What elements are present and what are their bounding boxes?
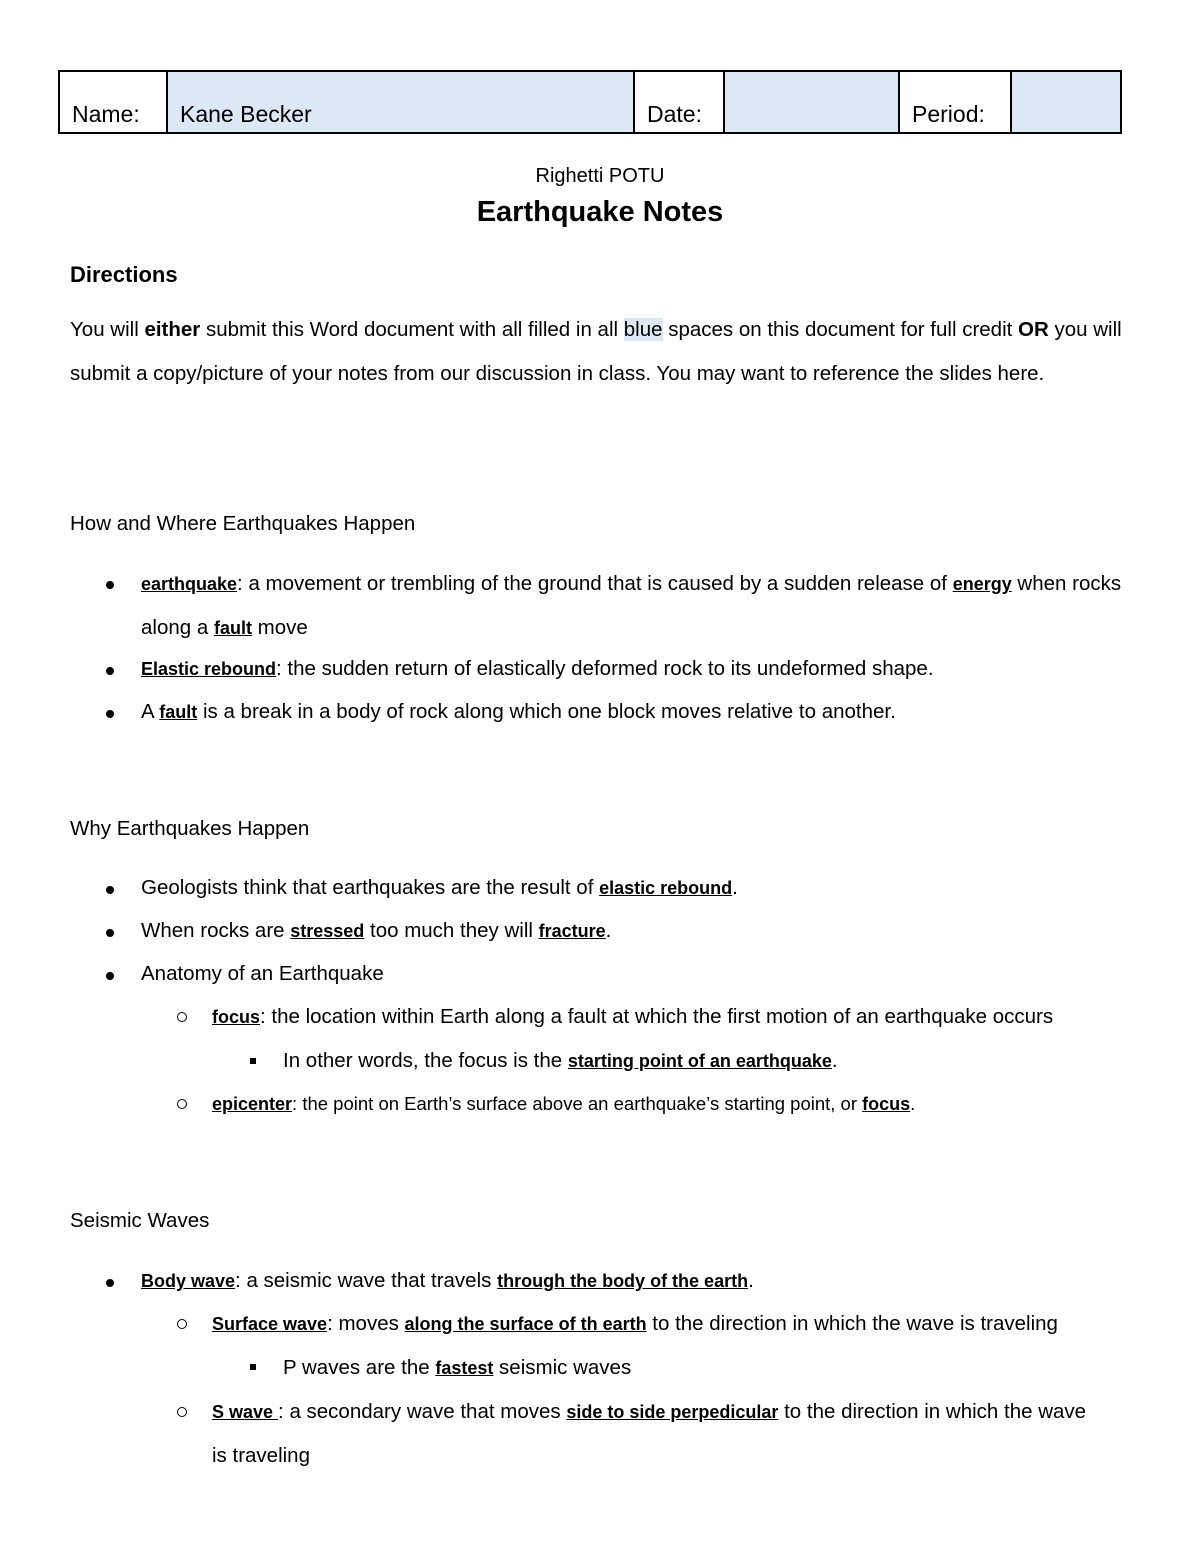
text-run: You will — [70, 318, 145, 341]
list-item — [283, 1356, 631, 1380]
text-run: to the direction in which the wave is traveling — [646, 1312, 1058, 1335]
bullet-disc-icon — [106, 920, 114, 943]
answer-field[interactable]: fastest — [435, 1358, 494, 1378]
text-run: submit this Word document with all filled in all — [200, 318, 624, 341]
list-item — [141, 562, 1126, 650]
text-run: move — [251, 616, 308, 639]
text-run: P waves are the — [283, 1356, 436, 1379]
text-run: . — [748, 1269, 754, 1292]
bullet-circle-icon — [177, 1312, 187, 1335]
answer-field[interactable]: through the body of the earth — [497, 1271, 749, 1291]
text-run: seismic waves — [493, 1356, 632, 1379]
bullet-circle-icon — [177, 1400, 187, 1423]
date-label: Date: — [634, 71, 724, 133]
bullet-disc-icon — [106, 963, 114, 986]
text-run: . — [910, 1093, 916, 1114]
text-run: A — [141, 700, 160, 723]
header-table — [58, 70, 1122, 134]
text-run: : the point on Earth’s surface above an earthquake’s starting point, or — [292, 1093, 863, 1114]
subtitle: Righetti POTU — [535, 165, 665, 187]
list-item — [283, 1049, 838, 1073]
name-field[interactable]: Kane Becker — [167, 71, 634, 133]
text-run: too much they will — [364, 919, 539, 942]
bullet-disc-icon — [106, 572, 114, 595]
text-run: . — [605, 919, 612, 942]
term: Elastic rebound — [141, 659, 277, 679]
list-item — [212, 1005, 1053, 1029]
bullet-disc-icon — [106, 658, 114, 681]
answer-field[interactable]: fault — [213, 618, 252, 638]
section-heading-why: Why Earthquakes Happen — [70, 817, 310, 840]
term: S wave — [212, 1402, 279, 1422]
text-run: : a movement or trembling of the ground that is caused by a sudden release of — [237, 572, 953, 595]
list-item — [212, 1312, 1058, 1336]
section-heading-seismic-waves: Seismic Waves — [70, 1209, 210, 1232]
date-field[interactable] — [724, 71, 899, 133]
text-run: : a secondary wave that moves — [278, 1400, 567, 1423]
text-run: to the direction in which the wave is traveling — [212, 1400, 1087, 1467]
bullet-circle-icon — [177, 1005, 187, 1028]
name-label: Name: — [59, 71, 167, 133]
text-run: In other words, the focus is the — [283, 1049, 568, 1072]
bullet-disc-icon — [106, 877, 114, 900]
list-item — [141, 919, 611, 943]
period-label: Period: — [899, 71, 1011, 133]
answer-field[interactable]: fracture — [538, 921, 606, 941]
answer-field[interactable]: energy — [952, 574, 1012, 594]
list-item: Anatomy of an Earthquake — [141, 962, 384, 985]
answer-field[interactable]: fault — [159, 702, 198, 722]
text-run: . — [732, 876, 738, 899]
text-run: you will submit a copy/picture of your notes from our discussion in class. You may want to reference the slides here. — [70, 318, 1122, 385]
list-item — [141, 657, 934, 681]
bold-text: OR — [1018, 318, 1049, 341]
bullet-square-icon — [250, 1047, 256, 1070]
answer-field[interactable]: starting point of an earthquake — [567, 1051, 832, 1071]
text-run: : a seismic wave that travels — [235, 1269, 498, 1292]
text-run: when rocks along a — [141, 572, 1122, 639]
period-field[interactable] — [1011, 71, 1121, 133]
section-heading-how-where: How and Where Earthquakes Happen — [70, 512, 416, 535]
text-run: . — [831, 1049, 838, 1072]
bullet-circle-icon — [177, 1092, 187, 1115]
term: Surface wave — [212, 1314, 328, 1334]
term: epicenter — [212, 1094, 293, 1114]
answer-field[interactable]: focus — [862, 1094, 911, 1114]
bullet-disc-icon — [106, 701, 114, 724]
term: earthquake — [141, 574, 238, 594]
text-run: : the sudden return of elastically deformed rock to its undeformed shape. — [276, 657, 934, 680]
directions-heading: Directions — [70, 262, 178, 287]
text-run: : moves — [327, 1312, 405, 1335]
text-run: is a break in a body of rock along which one block moves relative to another. — [197, 700, 896, 723]
text-run: : the location within Earth along a fault at which the first motion of an earthquake occurs — [260, 1005, 1054, 1028]
term: Body wave — [141, 1271, 236, 1291]
highlight-text: blue — [623, 318, 663, 341]
bold-text: either — [144, 318, 201, 341]
text-run: When rocks are — [141, 919, 291, 942]
list-item — [141, 876, 738, 900]
bullet-square-icon — [250, 1353, 256, 1376]
answer-field[interactable]: elastic rebound — [599, 878, 733, 898]
answer-field[interactable]: along the surface of th earth — [404, 1314, 647, 1334]
answer-field[interactable]: side to side perpedicular — [566, 1402, 779, 1422]
page-title: Earthquake Notes — [476, 196, 724, 228]
list-item — [141, 1269, 754, 1293]
term: focus — [212, 1007, 261, 1027]
answer-field[interactable]: stressed — [290, 921, 365, 941]
list-item — [141, 700, 896, 724]
list-item — [212, 1390, 1092, 1477]
text-run: spaces on this document for full credit — [662, 318, 1019, 341]
text-run: Geologists think that earthquakes are the result of — [141, 876, 600, 899]
directions-paragraph — [70, 308, 1130, 395]
list-item — [212, 1093, 915, 1115]
bullet-disc-icon — [106, 1270, 114, 1293]
